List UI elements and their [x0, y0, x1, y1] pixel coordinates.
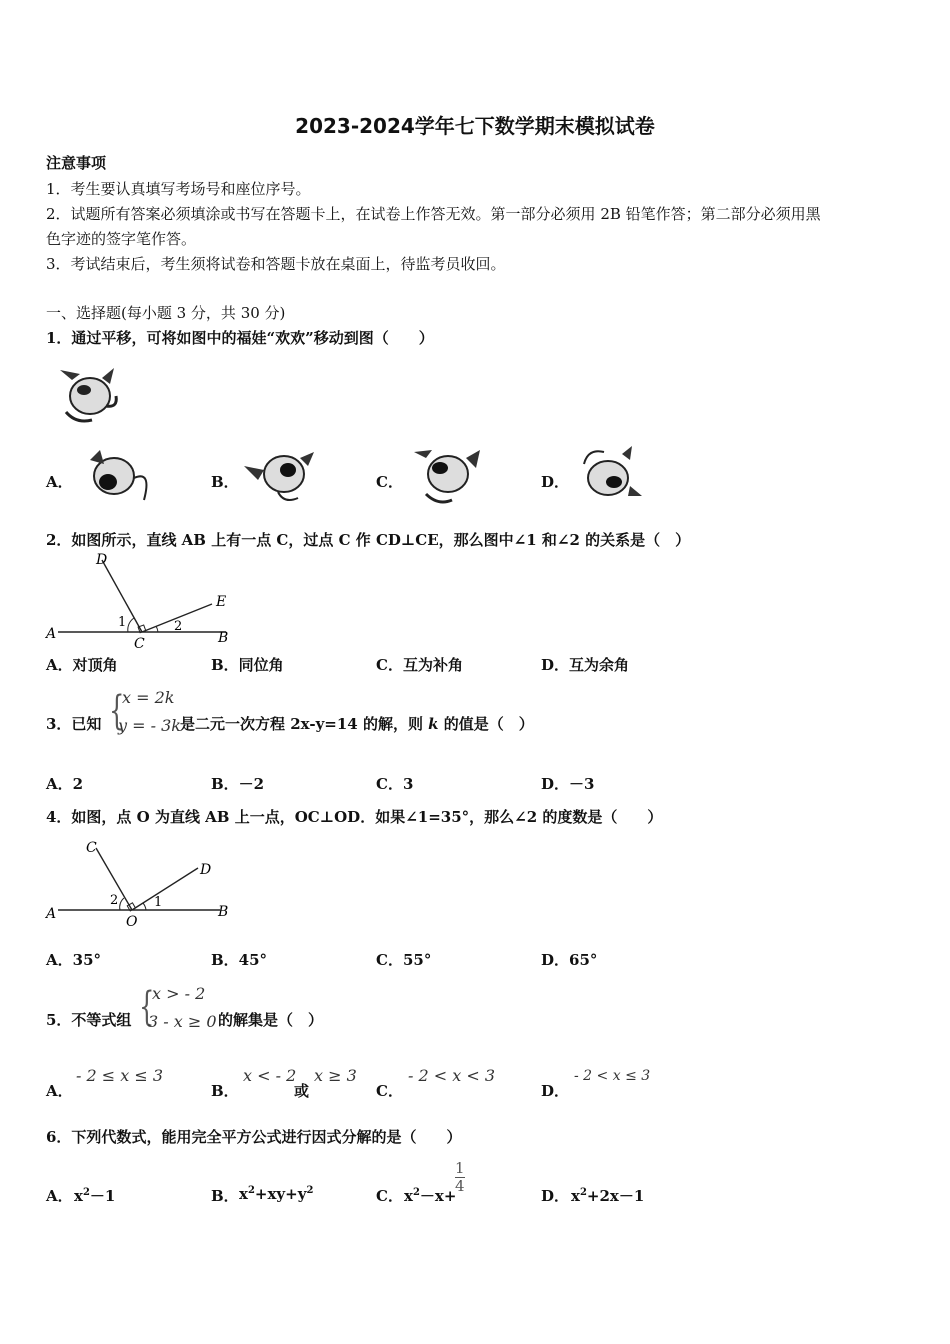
q3-system-brace: { [109, 688, 125, 734]
q6-fraction-numerator: 1 [455, 1159, 465, 1177]
exam-title: 2023-2024学年七下数学期末模拟试卷 [295, 114, 655, 138]
q4-label-c: C [86, 840, 97, 856]
q6-option-b-label: B． [211, 1187, 239, 1205]
q1-option-b-label: B． [211, 473, 239, 491]
q2-option-c: C．互为补角 [376, 656, 463, 674]
q2-label-e: E [216, 594, 227, 610]
q1-stem: 1．通过平移，可将如图中的福娃“欢欢”移动到图（ ） [46, 329, 434, 347]
q2-label-a: A [46, 626, 57, 642]
q3-option-a: A．2 [46, 775, 84, 793]
q2-label-angle1: 1 [118, 615, 127, 630]
q1-mascot-figure [52, 362, 124, 428]
notice-item-2-cont: 色字迹的签字笔作答。 [46, 230, 197, 248]
q4-label-angle1: 1 [154, 895, 163, 910]
q4-option-c: C．55° [376, 951, 432, 969]
q3-prefix: 3．已知 [46, 715, 102, 733]
q5-option-b-label: B． [211, 1082, 239, 1100]
q3-option-c: C．3 [376, 775, 414, 793]
q6-fraction-denominator: 4 [455, 1177, 465, 1195]
q2-option-d: D．互为余角 [541, 656, 630, 674]
q6-stem: 6．下列代数式，能用完全平方公式进行因式分解的是（ ） [46, 1128, 462, 1146]
q1-option-d-label: D． [541, 473, 570, 491]
q4-label-d: D [200, 862, 212, 878]
q4-label-angle2: 2 [110, 893, 119, 908]
q6-option-c: $x^2-x+$ [404, 1187, 457, 1205]
q3-equation-1: x = 2k [122, 688, 175, 707]
section-heading: 一、选择题(每小题 3 分，共 30 分) [46, 304, 286, 322]
q5-option-b-or: 或 [294, 1082, 310, 1100]
q5-option-d: - 2 < x ≤ 3 [574, 1068, 651, 1084]
q2-option-a: A．对顶角 [46, 656, 118, 674]
q4-option-d: D．65° [541, 951, 598, 969]
q5-system-brace: { [139, 984, 155, 1030]
q4-option-b: B．45° [211, 951, 268, 969]
q5-inequality-2: 3 - x ≥ 0 [148, 1012, 217, 1031]
q6-option-d-label: D． [541, 1187, 570, 1205]
q5-option-a-label: A． [46, 1082, 73, 1100]
q4-stem: 4．如图，点 O 为直线 AB 上一点，OC⊥OD．如果∠1=35°，那么∠2 的度数是（ ） [46, 808, 663, 826]
q3-suffix-b: 的值是（ ） [438, 715, 534, 733]
q5-option-c-label: C． [376, 1082, 403, 1100]
q3-equation-2: y = - 3k [118, 716, 181, 735]
q2-angle-figure [40, 546, 240, 650]
q1-option-c-label: C． [376, 473, 403, 491]
q5-prefix: 5．不等式组 [46, 1011, 132, 1029]
q2-label-c: C [134, 636, 145, 650]
q5-suffix: 的解集是（ ） [218, 1011, 324, 1029]
q5-option-b-part2: x ≥ 3 [314, 1066, 357, 1085]
q6-option-a: $x^2-1$ [74, 1187, 116, 1205]
q5-inequality-1: x > - 2 [152, 984, 206, 1003]
q6-option-d: $x^2+2x-1$ [571, 1187, 645, 1205]
q5-option-a: - 2 ≤ x ≤ 3 [76, 1066, 164, 1085]
q6-option-b: $x^2+xy+y^2$ [239, 1185, 314, 1203]
q1-option-a-figure [80, 448, 152, 504]
q4-option-a: A．35° [46, 951, 102, 969]
q4-label-b: B [218, 904, 229, 920]
q1-option-c-figure [410, 446, 486, 506]
q3-option-b: B．－2 [211, 775, 265, 793]
q1-option-b-figure [240, 446, 320, 504]
notice-heading: 注意事项 [46, 154, 107, 172]
q6-option-c-fraction [455, 1160, 465, 1195]
q3-variable-k: k [428, 715, 439, 733]
q3-suffix [180, 713, 534, 734]
q3-suffix-a: 是二元一次方程 2x-y=14 的解，则 [180, 715, 429, 733]
q5-option-c: - 2 < x < 3 [408, 1066, 496, 1085]
q6-option-a-label: A． [46, 1187, 73, 1205]
q5-option-b-part1: x < - 2 [243, 1066, 297, 1085]
q2-label-b: B [218, 630, 229, 646]
q2-stem: 2．如图所示，直线 AB 上有一点 C，过点 C 作 CD⊥CE，那么图中∠1 和∠2 的关系是（ ） [46, 531, 691, 549]
q3-option-d: D．－3 [541, 775, 595, 793]
q2-label-angle2: 2 [174, 619, 183, 634]
q6-option-c-label: C． [376, 1187, 403, 1205]
q1-option-d-figure [574, 444, 646, 504]
q4-label-o: O [126, 914, 138, 930]
notice-item-1: 1．考生要认真填写考场号和座位序号。 [46, 180, 311, 198]
q5-option-d-label: D． [541, 1082, 570, 1100]
notice-item-3: 3．考试结束后，考生须将试卷和答题卡放在桌面上，待监考员收回。 [46, 255, 506, 273]
notice-item-2: 2．试题所有答案必须填涂或书写在答题卡上，在试卷上作答无效。第一部分必须用 2B 铅笔作答；第二部分必须用黑 [46, 205, 821, 223]
q4-label-a: A [46, 906, 57, 922]
q2-label-d: D [96, 552, 108, 568]
q1-option-a-label: A． [46, 473, 73, 491]
q4-angle-figure [40, 834, 240, 932]
q2-option-b: B．同位角 [211, 656, 284, 674]
